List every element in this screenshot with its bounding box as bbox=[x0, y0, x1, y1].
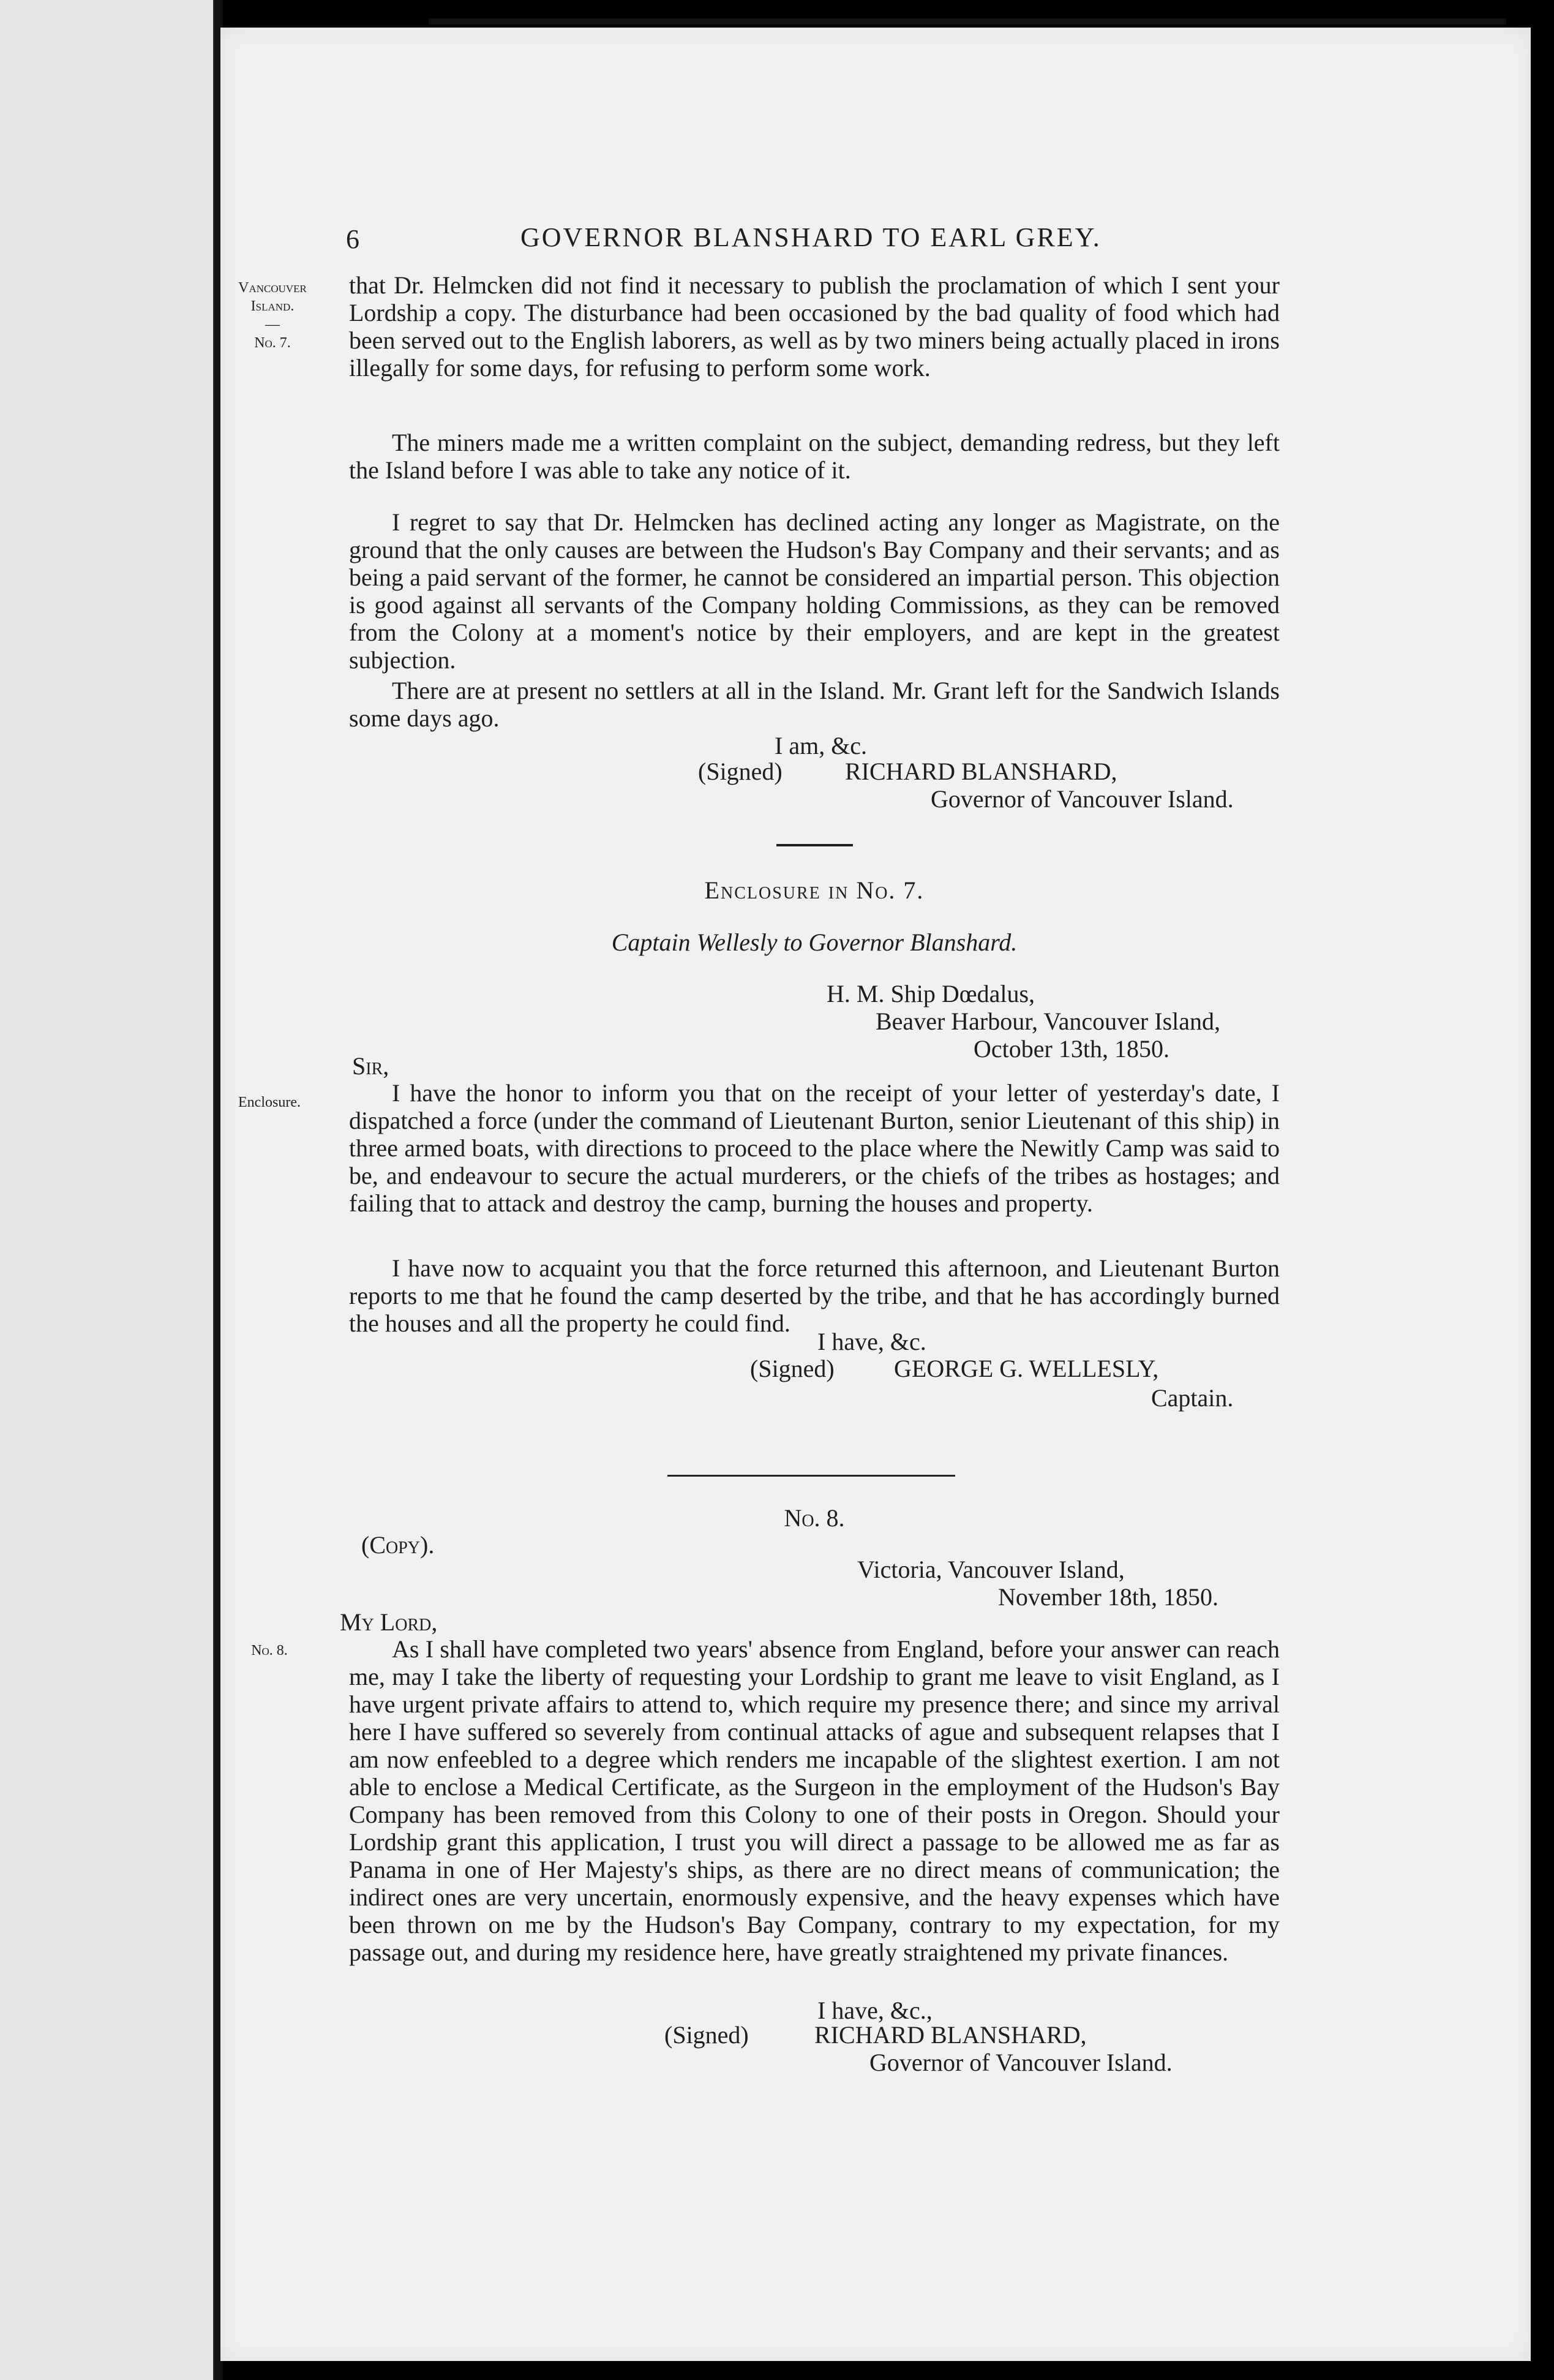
closing: I am, &c. bbox=[775, 732, 868, 759]
paragraph: There are at present no settlers at all in the Island. Mr. Grant left for the Sandwich Islands some days ago. bbox=[349, 677, 1280, 732]
signed-label: (Signed) bbox=[750, 1355, 835, 1382]
divider bbox=[776, 844, 853, 846]
paragraph: that Dr. Helmcken did not find it necessary to publish the proclamation of which I sent your Lordship a copy. The disturbance had been occasioned by the bad quality of food which had been served out to the English laborers, as well as by two miners being actually placed in irons illegally for some days, for refusing to perform some work. bbox=[349, 271, 1280, 382]
signed-label: (Signed) bbox=[664, 2021, 749, 2049]
salutation: My Lord, bbox=[340, 1608, 438, 1636]
enclosure-heading: Enclosure in No. 7. bbox=[704, 876, 925, 904]
address-line: Beaver Harbour, Vancouver Island, bbox=[876, 1007, 1221, 1035]
closing: I have, &c., bbox=[817, 1997, 933, 2024]
letter-number: No. 8. bbox=[784, 1504, 845, 1532]
paragraph: The miners made me a written complaint on the subject, demanding redress, but they left the Island before I was able to take any notice of it. bbox=[349, 429, 1280, 484]
margin-note-line: Vancouver bbox=[238, 280, 307, 296]
date-line: October 13th, 1850. bbox=[974, 1035, 1169, 1063]
paragraph: I have the honor to inform you that on the receipt of your letter of yesterday's date, I dispatched a force (under the command of Lieutenant Burton, senior Lieutenant of this ship) in three armed boats, with directions to proceed to the place where the Newitly Camp was said to be, and endeavour to secure the actual murderers, or the chiefs of the tribes as hostages; and failing that to attack and destroy the camp, burning the houses and property. bbox=[349, 1079, 1280, 1217]
salutation: Sir, bbox=[352, 1052, 389, 1080]
closing: I have, &c. bbox=[817, 1328, 926, 1355]
margin-note-line: Island. bbox=[250, 298, 295, 314]
place-line: Victoria, Vancouver Island, bbox=[857, 1556, 1125, 1583]
margin-note-line: — bbox=[265, 317, 280, 333]
page-edge bbox=[429, 18, 1506, 24]
date-line: November 18th, 1850. bbox=[998, 1583, 1218, 1611]
margin-note-vancouver bbox=[233, 279, 312, 352]
margin-note-line: No. 7. bbox=[254, 335, 291, 351]
signatory-title: Governor of Vancouver Island. bbox=[931, 785, 1234, 813]
signatory-title: Captain. bbox=[1151, 1384, 1234, 1412]
paragraph: As I shall have completed two years' absence from England, before your answer can reach me, may I take the liberty of requesting your Lordship to grant me leave to visit England, as I have urgent private affairs to attend to, which require my presence there; and since my arrival here I have suffered so severely from continual attacks of ague and subsequent relapses that I am now enfeebled to a degree which renders me incapable of the slightest exertion. I am not able to enclose a Medical Certificate, as the Surgeon in the employment of the Hudson's Bay Company has been removed from this Colony to one of their posts in Oregon. Should your Lordship grant this application, I trust you will direct a passage to be allowed me as far as Panama in one of Her Majesty's ships, as there are no direct means of communication; the indirect ones are very uncertain, enormously expensive, and the heavy expenses which have been thrown on me by the Hudson's Bay Company, contrary to my expectation, for my passage out, and during my residence here, have greatly straightened my private finances. bbox=[349, 1635, 1280, 1966]
enclosure-subheading: Captain Wellesly to Governor Blanshard. bbox=[611, 928, 1018, 956]
page-number: 6 bbox=[346, 224, 359, 254]
paragraph: I regret to say that Dr. Helmcken has declined acting any longer as Magistrate, on the ground that the only causes are between the Hudson's Bay Company and their servants; and as being a paid servant of the former, he cannot be considered an impartial person. This objection is good against all servants of the Company holding Commissions, as they can be removed from the Colony at a moment's notice by their employers, and are kept in the greatest subjection. bbox=[349, 508, 1280, 674]
signatory-title: Governor of Vancouver Island. bbox=[869, 2049, 1173, 2076]
address-line: H. M. Ship Dœdalus, bbox=[827, 980, 1035, 1007]
margin-note-enclosure: Enclosure. bbox=[238, 1094, 301, 1110]
signatory: RICHARD BLANSHARD, bbox=[845, 758, 1117, 785]
divider bbox=[667, 1475, 955, 1477]
facing-page bbox=[0, 0, 217, 2380]
signatory: GEORGE G. WELLESLY, bbox=[894, 1355, 1159, 1382]
paragraph: I have now to acquaint you that the force returned this afternoon, and Lieutenant Burton reports to me that he found the camp deserted by the tribe, and that he has accordingly burned the houses and all the property he could find. bbox=[349, 1254, 1280, 1337]
signatory: RICHARD BLANSHARD, bbox=[814, 2021, 1087, 2049]
copy-label: (Copy). bbox=[361, 1531, 435, 1559]
signed-label: (Signed) bbox=[698, 758, 783, 785]
running-title: GOVERNOR BLANSHARD TO EARL GREY. bbox=[520, 222, 1102, 252]
margin-note-no8: No. 8. bbox=[251, 1643, 288, 1659]
